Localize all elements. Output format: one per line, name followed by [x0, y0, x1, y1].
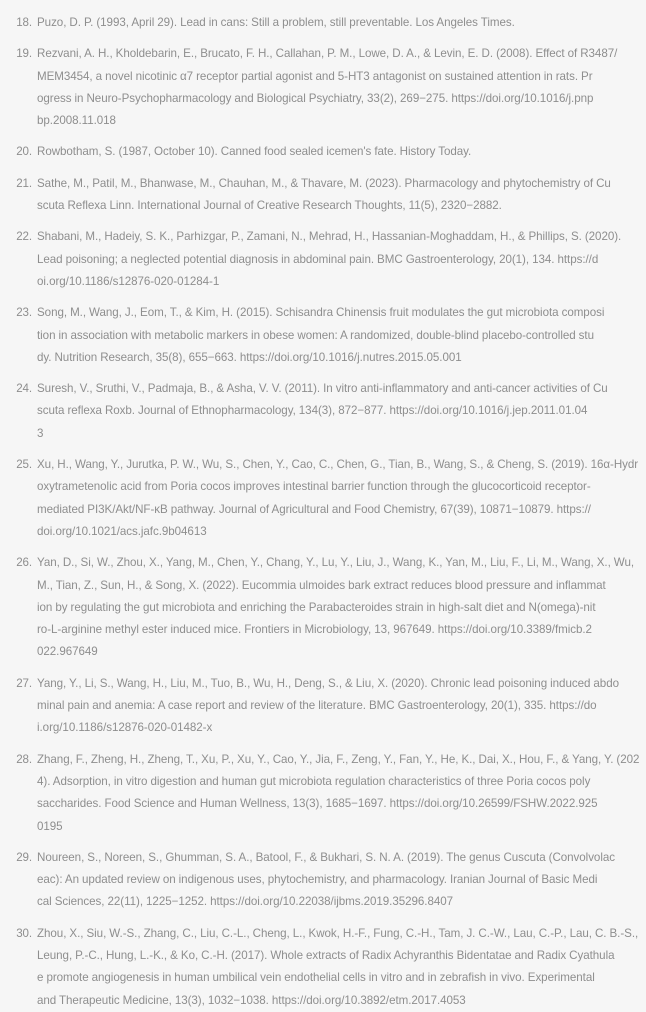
reference-number: 26. — [16, 556, 32, 570]
reference-text — [37, 378, 632, 445]
reference-text-line: Suresh, V., Sruthi, V., Padmaja, B., & Asha, V. V. (2011). In vitro anti-inflammatory and anti-cancer activities of Cu — [37, 382, 608, 396]
reference-text-line: oi.org/10.1186/s12876-020-01284-1 — [37, 274, 220, 288]
reference-number: 19. — [16, 47, 32, 61]
reference-text-line: scuta reflexa Roxb. Journal of Ethnopharmacology, 134(3), 872−877. https://doi.org/10.1016/j.jep.2011.01.04 — [37, 404, 588, 418]
reference-text-line: dy. Nutrition Research, 35(8), 655−663. https://doi.org/10.1016/j.nutres.2015.05.001 — [37, 350, 462, 364]
reference-text-line: 3 — [37, 426, 44, 440]
reference-text-line: 4). Adsorption, in vitro digestion and human gut microbiota regulation characteristics of three Poria cocos poly — [37, 774, 591, 788]
reference-text-line: Yang, Y., Li, S., Wang, H., Liu, M., Tuo, B., Wu, H., Deng, S., & Liu, X. (2020). Chronic lead poisoning induced abdo — [37, 676, 619, 690]
reference-entry — [12, 226, 632, 293]
reference-entry — [12, 378, 632, 445]
reference-number: 27. — [16, 676, 32, 690]
reference-text — [37, 749, 639, 838]
reference-text — [37, 552, 634, 663]
reference-text-line: Yan, D., Si, W., Zhou, X., Yang, M., Chen, Y., Chang, Y., Lu, Y., Liu, J., Wang, K., Yan, M., Liu, F., Li, M., Wang, X., Wu, — [37, 556, 635, 570]
reference-number: 23. — [16, 306, 32, 320]
reference-entry — [12, 847, 632, 914]
reference-text-line: ogress in Neuro-Psychopharmacology and Biological Psychiatry, 33(2), 269−275. https://doi.org/10.1016/j.pnp — [37, 91, 594, 105]
reference-text-line: cal Sciences, 22(11), 1225−1252. https://doi.org/10.22038/ijbms.2019.35296.8407 — [37, 895, 454, 909]
reference-text-line: Song, M., Wang, J., Eom, T., & Kim, H. (2015). Schisandra Chinensis fruit modulates the gut microbiota composi — [37, 306, 605, 320]
reference-number: 20. — [16, 145, 32, 159]
reference-text-line: Rowbotham, S. (1987, October 10). Canned food sealed icemen's fate. History Today. — [37, 145, 472, 159]
reference-text-line: Puzo, D. P. (1993, April 29). Lead in cans: Still a problem, still preventable. Los Angeles Times. — [37, 16, 515, 29]
reference-number: 18. — [16, 16, 32, 29]
reference-text-line: 0195 — [37, 819, 63, 833]
reference-text-line: e promote angiogenesis in human umbilical vein endothelial cells in vitro and in zebrafish in vivo. Experimental — [37, 971, 595, 985]
reference-text — [37, 12, 632, 34]
reference-entry — [12, 923, 639, 1012]
reference-text — [37, 923, 638, 1012]
reference-text-line: and Therapeutic Medicine, 13(3), 1032−1038. https://doi.org/10.3892/etm.2017.4053 — [37, 993, 466, 1007]
reference-text-line: bp.2008.11.018 — [37, 114, 116, 128]
reference-text-line: tion in association with metabolic markers in obese women: A randomized, double-blind placebo-controlled stu — [37, 328, 594, 342]
reference-text — [37, 847, 632, 914]
reference-text-line: eac): An updated review on indigenous uses, phytochemistry, and pharmacology. Iranian Journal of Basic Medi — [37, 873, 598, 887]
reference-text-line: doi.org/10.1021/acs.jafc.9b04613 — [37, 524, 207, 538]
reference-number: 21. — [16, 176, 32, 190]
reference-text — [37, 43, 632, 132]
reference-text-line: Shabani, M., Hadeiy, S. K., Parhizgar, P., Zamani, N., Mehrad, H., Hassanian-Moghaddam, H., & Phillips, S. (2020). — [37, 230, 622, 244]
reference-text-line: Zhang, F., Zheng, H., Zheng, T., Xu, P., Xu, Y., Cao, Y., Jia, F., Zeng, Y., Fan, Y., He, K., Dai, X., Hou, F., & Yang, Y. (202 — [37, 752, 640, 766]
reference-text-line: Xu, H., Wang, Y., Jurutka, P. W., Wu, S., Chen, Y., Cao, C., Chen, G., Tian, B., Wang, S., & Cheng, S. (2019). 16α-Hydr — [37, 458, 639, 472]
reference-number: 28. — [16, 752, 32, 766]
reference-entry — [12, 141, 632, 163]
reference-text-line: mediated PI3K/Akt/NF-κB pathway. Journal of Agricultural and Food Chemistry, 67(39), 10871−10879. https:// — [37, 502, 591, 516]
reference-entry — [12, 673, 632, 740]
reference-text — [37, 454, 638, 543]
reference-text-line: Noureen, S., Noreen, S., Ghumman, S. A., Batool, F., & Bukhari, S. N. A. (2019). The genus Cuscuta (Convolvolac — [37, 850, 615, 864]
reference-entry — [12, 43, 632, 132]
reference-text-line: scuta Reflexa Linn. International Journal of Creative Research Thoughts, 11(5), 2320−2882. — [37, 199, 502, 213]
reference-text-line: Sathe, M., Patil, M., Bhanwase, M., Chauhan, M., & Thavare, M. (2023). Pharmacology and phytochemistry of Cu — [37, 176, 611, 190]
reference-number: 29. — [16, 850, 32, 864]
reference-text — [37, 173, 632, 218]
reference-text-line: MEM3454, a novel nicotinic α7 receptor partial agonist and 5-HT3 antagonist on sustained attention in rats. Pr — [37, 69, 593, 83]
reference-text-line: Lead poisoning; a neglected potential diagnosis in abdominal pain. BMC Gastroenterology, 20(1), 134. https://d — [37, 252, 599, 266]
reference-text-line: Leung, P.-C., Hung, L.-K., & Ko, C.-H. (2017). Whole extracts of Radix Achyranthis Bidentatae and Radix Cyathula — [37, 948, 615, 962]
reference-text-line: 022.967649 — [37, 645, 98, 659]
reference-entry — [12, 552, 635, 663]
reference-entry — [12, 302, 632, 369]
reference-text-line: M., Tian, Z., Sun, H., & Song, X. (2022). Eucommia ulmoides bark extract reduces blood pressure and inflammat — [37, 578, 606, 592]
reference-text-line: minal pain and anemia: A case report and review of the literature. BMC Gastroenterology, 20(1), 335. https://do — [37, 699, 597, 713]
reference-text — [37, 673, 632, 740]
reference-number: 22. — [16, 230, 32, 244]
reference-text-line: Rezvani, A. H., Kholdebarin, E., Brucato, F. H., Callahan, P. M., Lowe, D. A., & Levin, E. D. (2008). Effect of R3487/ — [37, 47, 618, 61]
reference-text — [37, 226, 632, 293]
reference-entry — [12, 12, 632, 34]
reference-number: 24. — [16, 382, 32, 396]
reference-text-line: ro-L-arginine methyl ester induced mice. Frontiers in Microbiology, 13, 967649. https://doi.org/10.3389/fmicb.2 — [37, 623, 592, 637]
reference-number: 25. — [16, 458, 32, 472]
reference-entry — [12, 173, 632, 218]
reference-text — [37, 141, 632, 163]
reference-text-line: saccharides. Food Science and Human Wellness, 13(3), 1685−1697. https://doi.org/10.26599/FSHW.2022.925 — [37, 797, 598, 811]
reference-text — [37, 302, 632, 369]
reference-text-line: i.org/10.1186/s12876-020-01482-x — [37, 721, 213, 735]
reference-entry — [12, 749, 640, 838]
reference-number: 30. — [16, 926, 32, 940]
reference-text-line: Zhou, X., Siu, W.-S., Zhang, C., Liu, C.-L., Cheng, L., Kwok, H.-F., Fung, C.-H., Tam, J. C.-W., Lau, C.-P., Lau, C. B.-S., — [37, 926, 639, 940]
reference-text-line: ion by regulating the gut microbiota and enriching the Parabacteroides strain in high-salt diet and N(omega)-nit — [37, 600, 596, 614]
reference-entry — [12, 454, 639, 543]
reference-text-line: oxytrametenolic acid from Poria cocos improves intestinal barrier function through the glucocorticoid receptor- — [37, 480, 591, 494]
